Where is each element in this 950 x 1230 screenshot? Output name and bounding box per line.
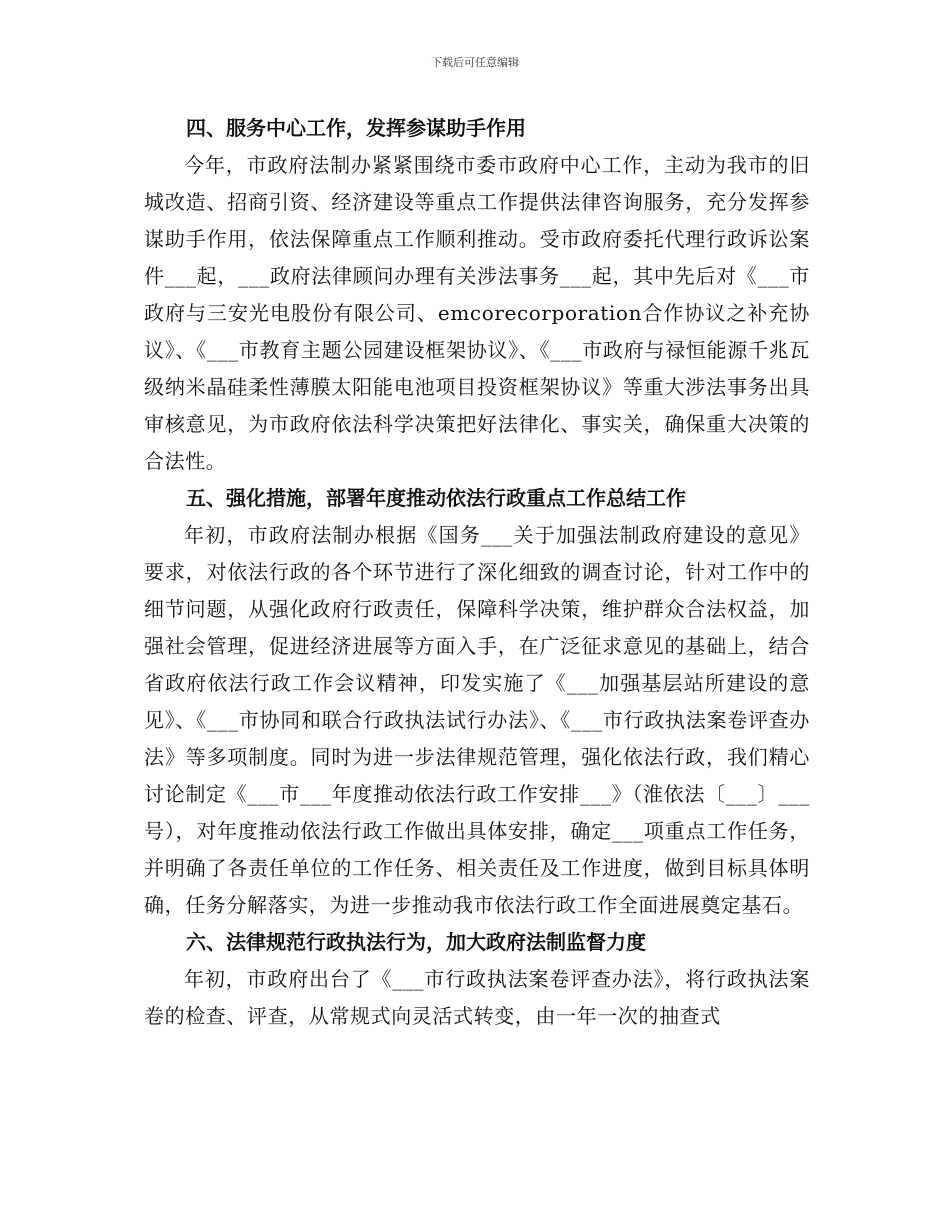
section-paragraph: 年初，市政府法制办根据《国务___关于加强法制政府建设的意见》要求，对依法行政的各个环节进行了深化细致的调查讨论，针对工作中的细节问题，从强化政府行政责任，保障科学决策，维护群众合法权益，加强社会管理，促进经济进展等方面入手，在广泛征求意见的基础上，结合省政府依法行政工作会议精神，印发实施了《___加强基层站所建设的意见》、《___市协同和联合行政执法试行办法》、《___市行政执法案卷评查办法》等多项制度。同时为进一步法律规范管理，强化依法行政，我们精心讨论制定《___市___年度推动依法行政工作安排___》（淮依法〔___〕___号），对年度推动依法行政工作做出具体安排，确定___项重点工作任务，并明确了各责任单位的工作任务、相关责任及工作进度，做到目标具体明确，任务分解落实，为进一步推动我市依法行政工作全面进展奠定基石。 bbox=[144, 523, 810, 917]
section-heading: 六、法律规范行政执法行为，加大政府法制监督力度 bbox=[186, 930, 646, 954]
section-paragraph: 年初，市政府出台了《___市行政执法案卷评查办法》，将行政执法案卷的检查、评查，从常规式向灵活式转变，由一年一次的抽查式 bbox=[144, 967, 810, 1028]
section-four bbox=[144, 110, 810, 480]
section-heading: 四、服务中心工作，发挥参谋助手作用 bbox=[186, 116, 526, 140]
page-header: 下载后可任意编辑 bbox=[431, 56, 519, 69]
section-five bbox=[144, 480, 810, 924]
section-six bbox=[144, 924, 810, 1035]
section-paragraph: 今年，市政府法制办紧紧围绕市委市政府中心工作，主动为我市的旧城改造、招商引资、经济建设等重点工作提供法律咨询服务，充分发挥参谋助手作用，依法保障重点工作顺利推动。受市政府委托代理行政诉讼案件___起，___政府法律顾问办理有关涉法事务___起，其中先后对《___市政府与三安光电股份有限公司、emcorecorporation合作协议之补充协议》、《___市教育主题公园建设框架协议》、《___市政府与禄恒能源千兆瓦级纳米晶硅柔性薄膜太阳能电池项目投资框架协议》等重大涉法事务出具审核意见，为市政府依法科学决策把好法律化、事实关，确保重大决策的合法性。 bbox=[144, 153, 810, 473]
document-body bbox=[144, 110, 810, 1035]
section-heading: 五、强化措施，部署年度推动依法行政重点工作总结工作 bbox=[186, 486, 686, 510]
